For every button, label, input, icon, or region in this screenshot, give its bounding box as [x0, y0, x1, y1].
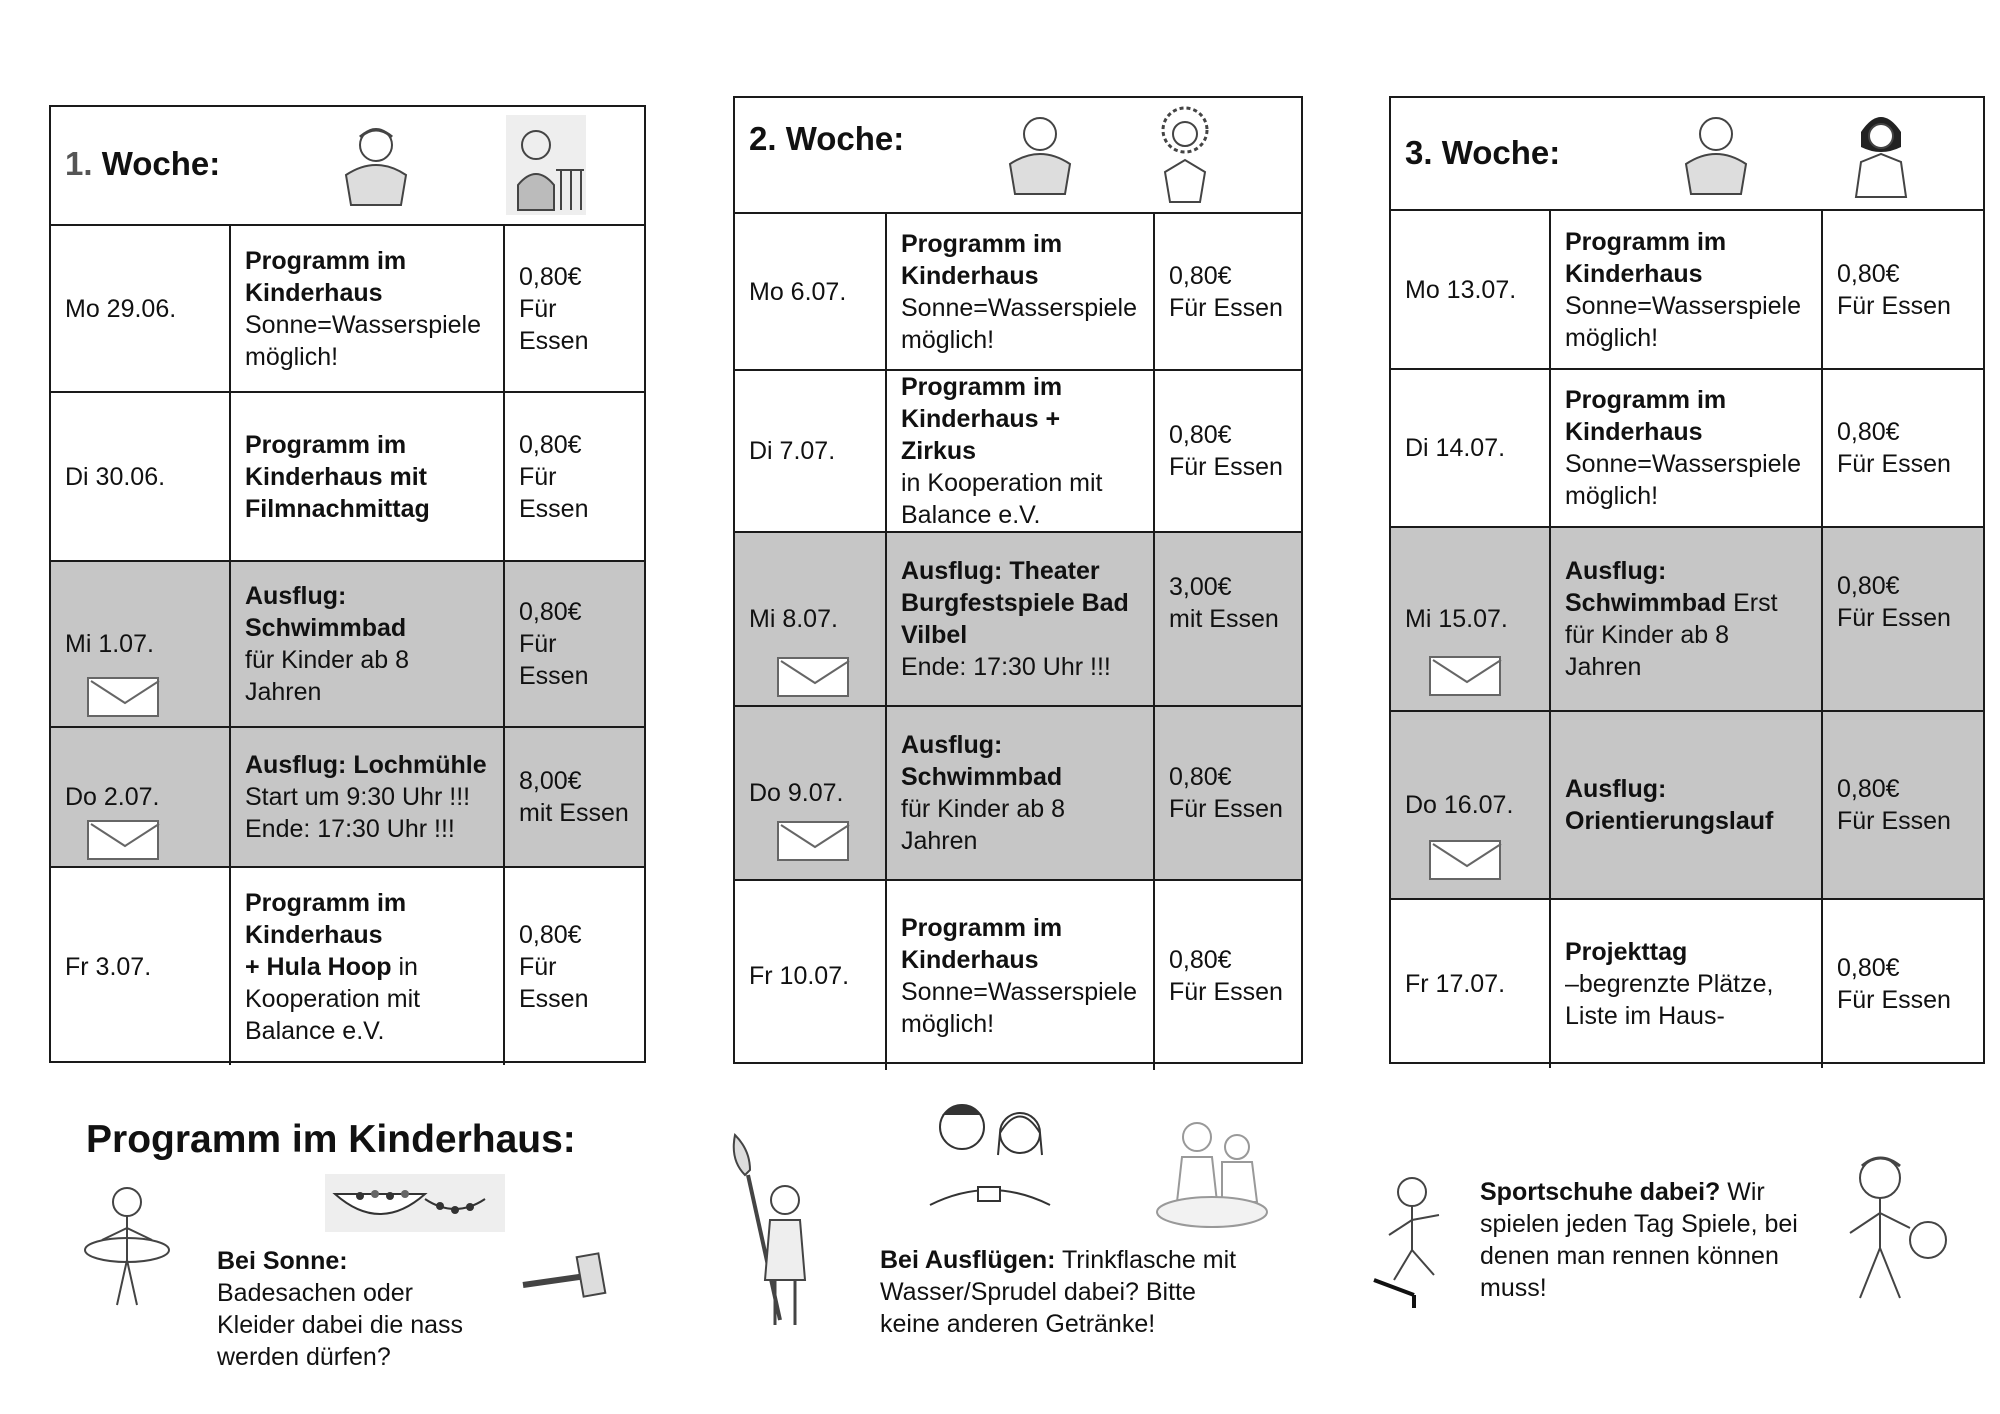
day-date: Do 9.07. [735, 706, 886, 880]
day-price: 8,00€ mit Essen [504, 727, 644, 867]
week-1-schedule [51, 226, 644, 1065]
hammer-icon [518, 1240, 618, 1310]
child-drawing-icon [1666, 104, 1766, 204]
day-price: 0,80€ Für Essen [1822, 369, 1983, 527]
day-date: Mo 6.07. [735, 214, 886, 370]
sport-shoes-note-title: Sportschuhe dabei? [1480, 1178, 1721, 1206]
day-date: Fr 3.07. [51, 867, 230, 1065]
day-price: 0,80€ Für Essen [1154, 370, 1301, 532]
table-row [735, 880, 1301, 1070]
day-price: 0,80€ Für Essen [504, 561, 644, 727]
table-row [735, 214, 1301, 370]
child-drawing-icon [326, 115, 426, 215]
child-drawing-icon [990, 104, 1090, 204]
day-program: Programm im Kinderhaus mit Filmnachmittag [230, 392, 504, 561]
bead-bowl-icon [325, 1174, 505, 1232]
day-date: Mi 8.07. [735, 532, 886, 706]
day-price: 0,80€ Für Essen [1822, 527, 1983, 711]
children-cards-icon [920, 1095, 1060, 1215]
day-price: 0,80€ Für Essen [504, 392, 644, 561]
day-program: Ausflug: Theater Burgfestspiele Bad Vilbel Ende: 17:30 Uhr !!! [886, 532, 1154, 706]
day-price: 0,80€ Für Essen [1154, 706, 1301, 880]
letter-envelope-icon [87, 820, 159, 860]
running-child-icon [1364, 1170, 1454, 1310]
day-price: 0,80€ Für Essen [1154, 880, 1301, 1070]
week-2-header [735, 98, 1301, 214]
week-3-header [1391, 98, 1983, 211]
day-date: Mi 1.07. [51, 561, 230, 727]
day-date: Mo 13.07. [1391, 211, 1550, 369]
day-price: 0,80€ Für Essen [504, 867, 644, 1065]
table-row [51, 392, 644, 561]
letter-envelope-icon [777, 821, 849, 861]
day-price: 0,80€ Für Essen [1154, 214, 1301, 370]
day-date: Do 16.07. [1391, 711, 1550, 899]
day-price: 0,80€ Für Essen [1822, 899, 1983, 1068]
day-program: Programm im Kinderhaus Sonne=Wasserspiele möglich! [230, 226, 504, 392]
week-3-schedule [1391, 211, 1983, 1068]
week-2-title: 2. Woche: [749, 120, 905, 157]
week-2-schedule [735, 214, 1301, 1070]
sun-note [217, 1245, 487, 1373]
table-row [1391, 211, 1983, 369]
day-date: Mi 15.07. [1391, 527, 1550, 711]
sport-shoes-note [1480, 1176, 1800, 1304]
week-3-table [1389, 96, 1985, 1064]
trip-note-title: Bei Ausflügen: [880, 1246, 1056, 1274]
day-program: Programm im Kinderhaus Sonne=Wasserspiele möglich! [886, 214, 1154, 370]
week-3-title: 3. Woche: [1405, 134, 1561, 171]
trip-note-text: Trinkflasche mit Wasser/Sprudel dabei? Bitte keine anderen Getränke! [880, 1246, 1237, 1338]
day-date: Di 14.07. [1391, 369, 1550, 527]
day-date: Fr 10.07. [735, 880, 886, 1070]
day-price: 3,00€ mit Essen [1154, 532, 1301, 706]
sitting-children-icon [1152, 1112, 1272, 1232]
day-date: Di 7.07. [735, 370, 886, 532]
letter-envelope-icon [87, 677, 159, 717]
day-date: Mo 29.06. [51, 226, 230, 392]
hula-hoop-child-icon [82, 1180, 172, 1310]
week-1-header [51, 107, 644, 226]
day-program: Programm im Kinderhaus + Hula Hoop in Kooperation mit Balance e.V. [230, 867, 504, 1065]
trip-note [880, 1244, 1260, 1340]
letter-envelope-icon [777, 657, 849, 697]
day-program: Ausflug: Orientierungslauf [1550, 711, 1822, 899]
day-program: Ausflug: Schwimmbad für Kinder ab 8 Jahren [230, 561, 504, 727]
table-row [51, 727, 644, 867]
ball-child-icon [1830, 1148, 1950, 1308]
day-price: 0,80€ Für Essen [504, 226, 644, 392]
table-row [51, 561, 644, 727]
table-row [51, 867, 644, 1065]
day-program: Projekttag –begrenzte Plätze, Liste im Haus- [1550, 899, 1822, 1068]
kinderhaus-program-title: Programm im Kinderhaus: [86, 1118, 576, 1161]
week-1-title: 1. Woche: [65, 145, 221, 182]
table-row [1391, 711, 1983, 899]
day-program: Programm im Kinderhaus + Zirkus in Kooperation mit Balance e.V. [886, 370, 1154, 532]
sport-shoes-note-text: Wir spielen jeden Tag Spiele, bei denen man rennen können muss! [1480, 1178, 1798, 1302]
day-program: Programm im Kinderhaus Sonne=Wasserspiele möglich! [1550, 211, 1822, 369]
table-row [1391, 899, 1983, 1068]
sun-note-title: Bei Sonne: [217, 1247, 348, 1275]
day-date: Fr 17.07. [1391, 899, 1550, 1068]
letter-envelope-icon [1429, 656, 1501, 696]
letter-envelope-icon [1429, 840, 1501, 880]
day-program: Programm im Kinderhaus Sonne=Wasserspiele möglich! [886, 880, 1154, 1070]
child-fence-icon [506, 115, 586, 215]
table-row [735, 370, 1301, 532]
table-row [735, 532, 1301, 706]
table-row [51, 226, 644, 392]
table-row [1391, 369, 1983, 527]
week-2-table [733, 96, 1303, 1064]
day-program: Ausflug: Lochmühle Start um 9:30 Uhr !!! Ende: 17:30 Uhr !!! [230, 727, 504, 867]
paintbrush-child-icon [720, 1130, 820, 1330]
table-row [1391, 527, 1983, 711]
week-1-table [49, 105, 646, 1063]
day-program: Ausflug: Schwimmbad für Kinder ab 8 Jahren [886, 706, 1154, 880]
sitting-child-icon [1846, 102, 1916, 206]
day-program: Programm im Kinderhaus Sonne=Wasserspiele möglich! [1550, 369, 1822, 527]
clown-child-icon [1145, 102, 1225, 208]
day-price: 0,80€ Für Essen [1822, 211, 1983, 369]
day-price: 0,80€ Für Essen [1822, 711, 1983, 899]
day-program: Ausflug: Schwimmbad Erst für Kinder ab 8 Jahren [1550, 527, 1822, 711]
table-row [735, 706, 1301, 880]
day-date: Do 2.07. [51, 727, 230, 867]
day-date: Di 30.06. [51, 392, 230, 561]
sun-note-text: Badesachen oder Kleider dabei die nass werden dürfen? [217, 1279, 463, 1371]
